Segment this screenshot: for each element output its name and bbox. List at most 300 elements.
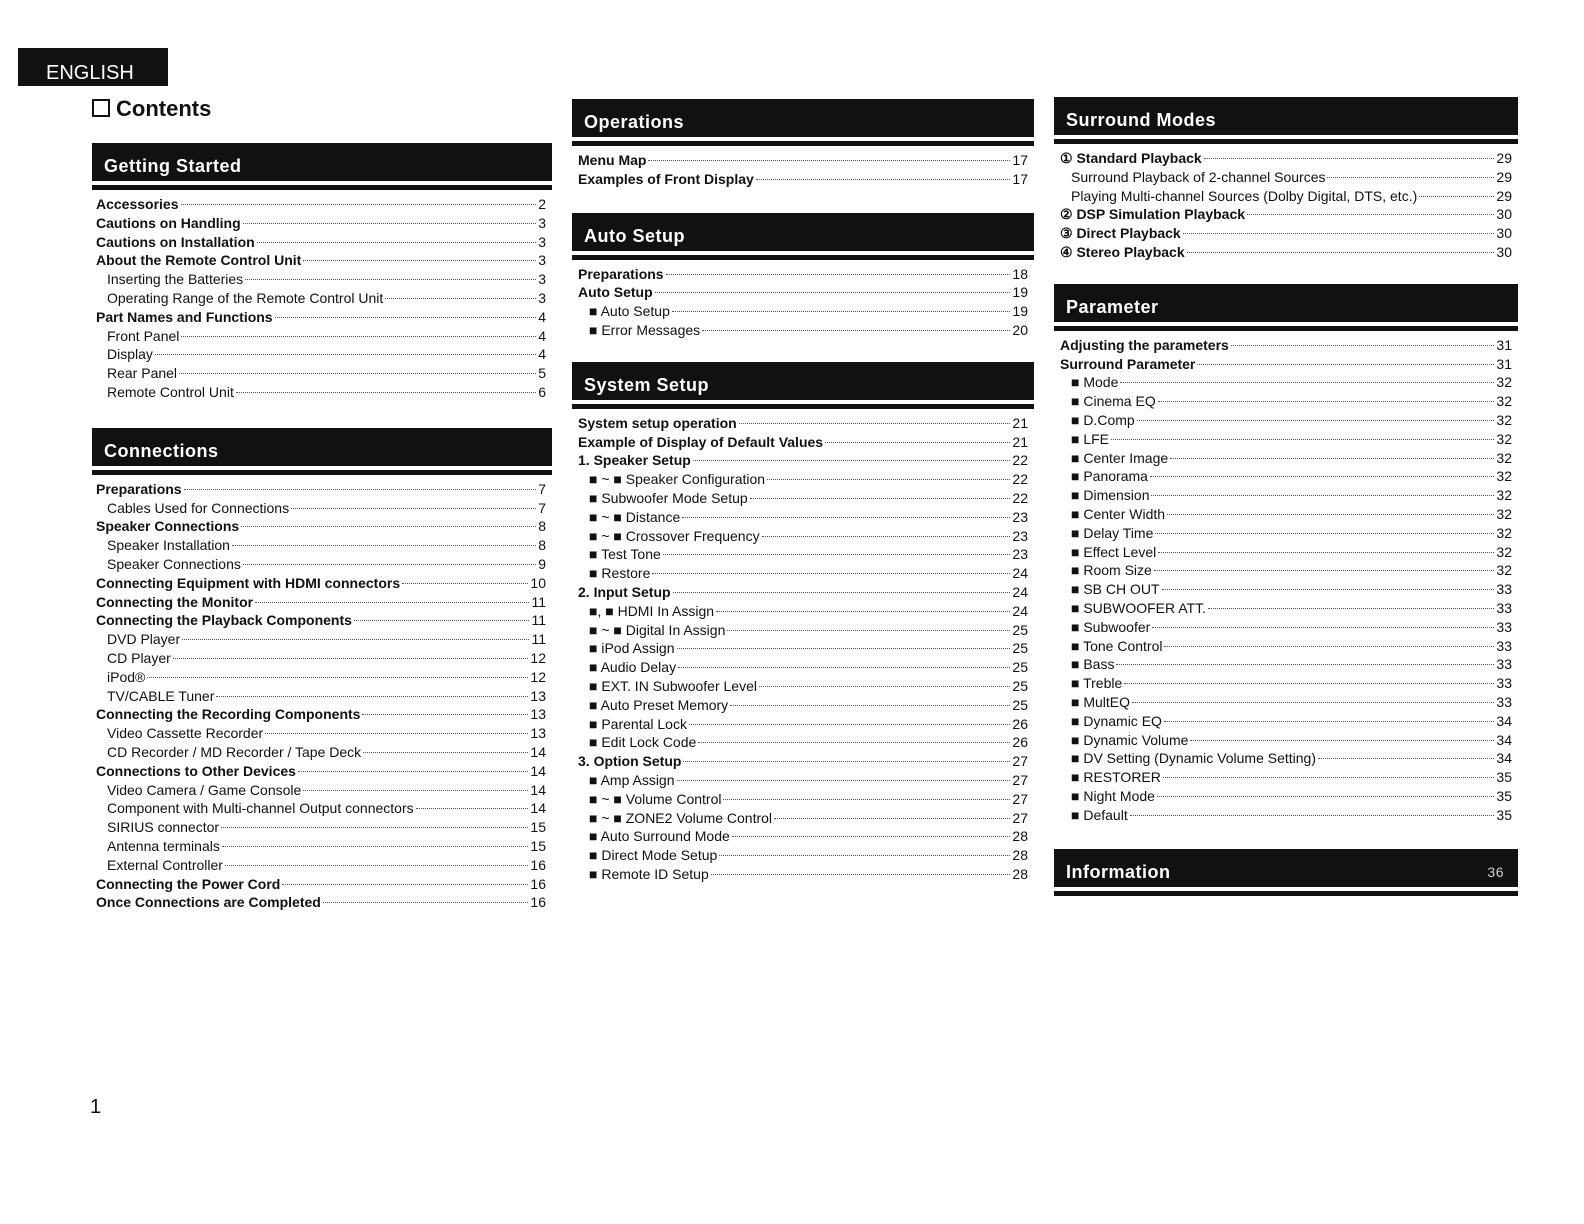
section-header [572, 99, 1034, 137]
toc-entry [578, 752, 1028, 771]
contents-title-text: Contents [116, 96, 212, 121]
toc-entry-page: 32 [1496, 543, 1512, 560]
toc-entry [1060, 373, 1512, 392]
toc-entry [578, 545, 1028, 564]
toc-entry-page: 35 [1496, 787, 1512, 804]
toc-entry-page: 31 [1496, 355, 1512, 372]
toc-entry-title: ■ Remote ID Setup [589, 865, 709, 882]
toc-entry [578, 470, 1028, 489]
dot-leader [291, 508, 536, 509]
toc-entry-page: 33 [1496, 599, 1512, 616]
section-information [1054, 849, 1518, 896]
toc-entry-page: 34 [1496, 750, 1512, 767]
toc-entry [578, 489, 1028, 508]
page-number: 1 [90, 1096, 102, 1118]
toc-entry-page: 33 [1496, 693, 1512, 710]
toc-entry [1060, 543, 1512, 562]
dot-leader [303, 790, 528, 791]
toc-entry [1060, 524, 1512, 543]
toc-entry-page: 3 [538, 289, 546, 306]
toc-entry-title: Display [107, 346, 153, 363]
entry-list [572, 151, 1034, 189]
toc-entry [1060, 392, 1512, 411]
dot-leader [303, 260, 536, 261]
toc-entry-page: 3 [538, 214, 546, 231]
toc-entry [96, 611, 546, 630]
section-rule [1054, 326, 1518, 331]
dot-leader [1190, 740, 1494, 741]
dot-leader [1151, 495, 1494, 496]
toc-entry-title: ■ Restore [589, 565, 651, 582]
toc-entry-page: 20 [1012, 321, 1028, 338]
entry-list [572, 414, 1034, 884]
toc-entry-page: 25 [1012, 696, 1028, 713]
toc-entry [578, 302, 1028, 321]
toc-entry [1060, 187, 1512, 206]
dot-leader [730, 705, 1010, 706]
dot-leader [1137, 420, 1495, 421]
toc-entry [96, 517, 546, 536]
dot-leader [825, 442, 1010, 443]
toc-entry-page: 8 [538, 537, 546, 554]
toc-entry [578, 602, 1028, 621]
toc-entry-title: Remote Control Unit [107, 383, 234, 400]
toc-entry [96, 687, 546, 706]
toc-entry [96, 799, 546, 818]
dot-leader [678, 667, 1010, 668]
toc-entry-page: 30 [1496, 206, 1512, 223]
toc-entry-title: ■ Center Width [1071, 505, 1166, 522]
toc-entry-title: Connecting Equipment with HDMI connectors [96, 574, 401, 591]
toc-entry [578, 696, 1028, 715]
toc-entry-page: 33 [1496, 581, 1512, 598]
section-system-setup [572, 362, 1034, 884]
toc-entry-title: Part Names and Functions [96, 308, 273, 325]
toc-entry-page: 12 [530, 649, 546, 666]
toc-entry-title: ■ Center Image [1071, 449, 1169, 466]
section-header [1054, 97, 1518, 135]
toc-entry [96, 383, 546, 402]
section-getting-started [92, 143, 552, 402]
toc-entry-page: 15 [530, 837, 546, 854]
toc-entry-title: Operating Range of the Remote Control Unit [107, 289, 384, 306]
toc-entry-page: 13 [530, 706, 546, 723]
dot-leader [719, 855, 1010, 856]
toc-entry-page: 33 [1496, 637, 1512, 654]
dot-leader [1150, 476, 1494, 477]
toc-entry-title: Front Panel [107, 327, 180, 344]
dot-leader [655, 292, 1011, 293]
toc-entry-title: Speaker Installation [107, 537, 230, 554]
toc-entry-title: Speaker Connections [107, 555, 241, 572]
toc-entry-title: ■ ~ ■ Distance [589, 508, 681, 525]
toc-entry [1060, 561, 1512, 580]
dot-leader [245, 279, 536, 280]
toc-entry-page: 29 [1496, 187, 1512, 204]
toc-entry-title: ■ Room Size [1071, 562, 1152, 579]
dot-leader [1116, 664, 1494, 665]
entry-list [1054, 336, 1518, 825]
dot-leader [1162, 589, 1495, 590]
dot-leader [716, 611, 1010, 612]
toc-entry-page: 14 [530, 762, 546, 779]
toc-entry-title: ■ Test Tone [589, 546, 661, 563]
section-rule [1054, 891, 1518, 896]
dot-leader [672, 311, 1011, 312]
toc-entry-page: 23 [1012, 546, 1028, 563]
dot-leader [762, 536, 1011, 537]
toc-entry [578, 564, 1028, 583]
section-auto-setup [572, 213, 1034, 340]
dot-leader [673, 592, 1011, 593]
section-title: System Setup [584, 374, 710, 395]
toc-entry-page: 32 [1496, 449, 1512, 466]
dot-leader [155, 354, 536, 355]
toc-entry-page: 19 [1012, 303, 1028, 320]
toc-entry [96, 762, 546, 781]
toc-entry-title: Playing Multi-channel Sources (Dolby Digital, DTS, etc.) [1071, 187, 1418, 204]
toc-entry [578, 414, 1028, 433]
toc-entry [1060, 467, 1512, 486]
toc-entry [578, 677, 1028, 696]
toc-entry-title: ■ Night Mode [1071, 787, 1155, 804]
toc-entry [1060, 693, 1512, 712]
toc-entry-page: 19 [1012, 284, 1028, 301]
toc-entry-page: 21 [1012, 414, 1028, 431]
dot-leader [173, 658, 529, 659]
toc-entry-page: 34 [1496, 712, 1512, 729]
dot-leader [243, 564, 536, 565]
toc-entry-title: ■ Treble [1071, 675, 1123, 692]
section-header [572, 362, 1034, 400]
toc-entry [1060, 243, 1512, 262]
section-header [1054, 284, 1518, 322]
toc-entry-title: ■ Auto Surround Mode [589, 828, 730, 845]
dot-leader [184, 489, 537, 490]
toc-entry-page: 22 [1012, 471, 1028, 488]
toc-entry-page: 4 [538, 327, 546, 344]
toc-entry-title: ■ D.Comp [1071, 411, 1135, 428]
toc-column-2 [572, 99, 1034, 884]
toc-entry-title: Surround Parameter [1060, 355, 1196, 372]
toc-entry [1060, 731, 1512, 750]
toc-entry-page: 27 [1012, 809, 1028, 826]
dot-leader [1154, 570, 1495, 571]
toc-entry [96, 630, 546, 649]
dot-leader [739, 423, 1011, 424]
toc-entry-title: Once Connections are Completed [96, 894, 321, 911]
toc-entry-page: 28 [1012, 847, 1028, 864]
toc-entry-page: 16 [530, 875, 546, 892]
toc-entry-page: 24 [1012, 565, 1028, 582]
toc-entry-page: 23 [1012, 527, 1028, 544]
dot-leader [1130, 815, 1495, 816]
section-header [572, 213, 1034, 251]
dot-leader [1158, 552, 1494, 553]
toc-entry [96, 270, 546, 289]
toc-entry [578, 733, 1028, 752]
toc-entry-page: 32 [1496, 374, 1512, 391]
toc-entry-title: External Controller [107, 856, 223, 873]
dot-leader [1164, 646, 1494, 647]
toc-entry-title: Menu Map [578, 152, 647, 168]
toc-entry-page: 24 [1012, 602, 1028, 619]
dot-leader [1419, 196, 1494, 197]
toc-entry-title: Connections to Other Devices [96, 762, 296, 779]
dot-leader [265, 733, 528, 734]
toc-entry [1060, 749, 1512, 768]
toc-entry-title: System setup operation [578, 414, 737, 431]
toc-entry-title: ■ ~ ■ Crossover Frequency [589, 527, 760, 544]
toc-entry-title: SIRIUS connector [107, 819, 220, 836]
toc-entry-title: ■ ~ ■ ZONE2 Volume Control [589, 809, 773, 826]
toc-entry [578, 433, 1028, 452]
dot-leader [1163, 777, 1495, 778]
toc-entry-title: Surround Playback of 2-channel Sources [1071, 168, 1326, 185]
toc-entry-title: ■, ■ HDMI In Assign [589, 602, 715, 619]
toc-entry-title: Connecting the Playback Components [96, 612, 352, 629]
section-title: Operations [584, 112, 685, 132]
toc-entry-page: 32 [1496, 524, 1512, 541]
section-header [92, 428, 552, 466]
dot-leader [1204, 158, 1495, 159]
section-page-number: 36 [1487, 863, 1504, 880]
toc-entry-page: 26 [1012, 734, 1028, 751]
toc-entry-page: 9 [538, 555, 546, 572]
section-operations [572, 99, 1034, 189]
dot-leader [1327, 177, 1494, 178]
toc-entry-page: 6 [538, 383, 546, 400]
dot-leader [241, 526, 536, 527]
dot-leader [693, 460, 1011, 461]
toc-entry-page: 14 [530, 743, 546, 760]
dot-leader [666, 274, 1011, 275]
section-title: Auto Setup [584, 225, 685, 246]
dot-leader [232, 545, 536, 546]
toc-entry-page: 11 [531, 593, 546, 610]
section-rule [92, 470, 552, 475]
toc-entry-page: 17 [1012, 152, 1028, 168]
dot-leader [677, 780, 1011, 781]
dot-leader [1164, 721, 1495, 722]
toc-entry [96, 781, 546, 800]
toc-entry-page: 4 [538, 308, 546, 325]
toc-entry-title: iPod® [107, 668, 146, 685]
dot-leader [402, 583, 528, 584]
toc-entry-title: ■ Delay Time [1071, 524, 1154, 541]
toc-entry [578, 451, 1028, 470]
toc-entry [578, 658, 1028, 677]
toc-entry-title: ■ Direct Mode Setup [589, 847, 718, 864]
section-rule [572, 404, 1034, 409]
toc-entry [1060, 768, 1512, 787]
dot-leader [727, 630, 1010, 631]
toc-entry-title: Antenna terminals [107, 837, 220, 854]
dot-leader [750, 498, 1011, 499]
toc-entry [578, 809, 1028, 828]
section-title: Parameter [1066, 296, 1159, 317]
toc-entry-page: 32 [1496, 468, 1512, 485]
dot-leader [181, 336, 536, 337]
dot-leader [385, 298, 536, 299]
toc-entry-title: ■ RESTORER [1071, 769, 1161, 786]
toc-entry [1060, 486, 1512, 505]
toc-entry-title: ■ SB CH OUT [1071, 581, 1160, 598]
dot-leader [354, 620, 530, 621]
toc-entry-title: ■ Parental Lock [589, 715, 687, 732]
toc-entry [96, 856, 546, 875]
toc-entry-page: 23 [1012, 508, 1028, 525]
toc-entry-page: 12 [530, 668, 546, 685]
toc-entry-title: ■ DV Setting (Dynamic Volume Setting) [1071, 750, 1316, 767]
toc-entry-title: Connecting the Recording Components [96, 706, 361, 723]
dot-leader [1187, 252, 1495, 253]
dot-leader [298, 771, 528, 772]
toc-entry-title: ② DSP Simulation Playback [1060, 206, 1246, 223]
entry-list [92, 480, 552, 912]
toc-entry-page: 29 [1496, 168, 1512, 185]
dot-leader [767, 479, 1010, 480]
toc-entry-page: 10 [530, 574, 546, 591]
toc-entry-title: Preparations [578, 265, 664, 282]
dot-leader [275, 317, 537, 318]
toc-entry-title: ③ Direct Playback [1060, 225, 1181, 242]
dot-leader [1157, 796, 1494, 797]
dot-leader [1231, 345, 1495, 346]
toc-entry-page: 16 [530, 894, 546, 911]
dot-leader [362, 714, 528, 715]
dot-leader [181, 204, 537, 205]
toc-entry [96, 837, 546, 856]
toc-entry-title: ■ MultEQ [1071, 693, 1131, 710]
toc-entry-page: 35 [1496, 769, 1512, 786]
toc-entry [578, 827, 1028, 846]
dot-leader [682, 517, 1010, 518]
section-rule [1054, 139, 1518, 144]
toc-entry [1060, 224, 1512, 243]
toc-entry-title: DVD Player [107, 631, 181, 648]
toc-entry-title: ■ Audio Delay [589, 659, 677, 676]
toc-entry-title: About the Remote Control Unit [96, 252, 302, 269]
dot-leader [1247, 214, 1494, 215]
toc-entry-title: ■ Dynamic Volume [1071, 731, 1189, 748]
toc-entry [578, 527, 1028, 546]
toc-entry-title: 3. Option Setup [578, 753, 682, 770]
toc-entry [578, 170, 1028, 189]
toc-entry [96, 233, 546, 252]
toc-entry [1060, 205, 1512, 224]
toc-column-3 [1054, 97, 1518, 901]
dot-leader [236, 392, 536, 393]
toc-entry [1060, 712, 1512, 731]
dot-leader [257, 242, 537, 243]
checkbox-square-icon [92, 99, 110, 117]
toc-entry-title: Connecting the Power Cord [96, 875, 281, 892]
dot-leader [1167, 514, 1494, 515]
section-title: Connections [104, 440, 219, 461]
dot-leader [648, 160, 1010, 161]
dot-leader [1124, 683, 1494, 684]
dot-leader [1155, 533, 1494, 534]
toc-entry-title: ■ Auto Setup [589, 303, 670, 320]
toc-entry-page: 32 [1496, 393, 1512, 410]
toc-entry [96, 499, 546, 518]
toc-entry [96, 743, 546, 762]
toc-entry [96, 724, 546, 743]
toc-entry-page: 3 [538, 252, 546, 269]
toc-entry [96, 536, 546, 555]
dot-leader [323, 902, 529, 903]
toc-entry-page: 15 [530, 819, 546, 836]
section-rule [92, 185, 552, 190]
toc-entry-title: ■ Edit Lock Code [589, 734, 697, 751]
toc-entry-page: 34 [1496, 731, 1512, 748]
toc-entry-title: ■ Effect Level [1071, 543, 1157, 560]
toc-entry-title: ■ Default [1071, 806, 1128, 823]
toc-entry [96, 649, 546, 668]
toc-entry-page: 11 [531, 612, 546, 629]
toc-entry-page: 31 [1496, 336, 1512, 353]
toc-entry [578, 621, 1028, 640]
toc-entry [96, 327, 546, 346]
toc-entry [1060, 505, 1512, 524]
toc-entry [578, 771, 1028, 790]
toc-entry [96, 705, 546, 724]
entry-list [1054, 149, 1518, 262]
toc-entry-title: TV/CABLE Tuner [107, 687, 215, 704]
dot-leader [1183, 233, 1495, 234]
toc-entry [1060, 599, 1512, 618]
toc-entry [578, 715, 1028, 734]
dot-leader [698, 742, 1010, 743]
toc-entry [96, 893, 546, 912]
toc-entry-page: 18 [1012, 265, 1028, 282]
toc-entry-title: ■ Bass [1071, 656, 1115, 673]
toc-entry-page: 22 [1012, 452, 1028, 469]
section-header [1054, 849, 1518, 887]
toc-entry-page: 3 [538, 271, 546, 288]
toc-entry-title: Preparations [96, 480, 182, 497]
toc-entry [1060, 336, 1512, 355]
toc-entry-title: ■ ~ ■ Volume Control [589, 790, 722, 807]
section-title: Getting Started [104, 156, 242, 176]
toc-entry-page: 25 [1012, 621, 1028, 638]
dot-leader [255, 602, 529, 603]
toc-entry [96, 593, 546, 612]
dot-leader [1152, 627, 1494, 628]
dot-leader [221, 827, 528, 828]
toc-column-1 [92, 143, 552, 912]
toc-entry [1060, 430, 1512, 449]
toc-entry [1060, 355, 1512, 374]
toc-entry [1060, 618, 1512, 637]
toc-entry-page: 7 [538, 499, 546, 516]
toc-entry-title: 2. Input Setup [578, 583, 671, 600]
toc-entry-page: 32 [1496, 505, 1512, 522]
section-rule [572, 141, 1034, 146]
dot-leader [147, 677, 528, 678]
toc-entry-title: Rear Panel [107, 365, 178, 382]
toc-entry [1060, 637, 1512, 656]
toc-entry-page: 13 [530, 687, 546, 704]
dot-leader [225, 865, 528, 866]
toc-entry [96, 364, 546, 383]
toc-entry-title: Cables Used for Connections [107, 499, 290, 516]
toc-entry [96, 195, 546, 214]
toc-entry-title: 1. Speaker Setup [578, 452, 691, 469]
toc-entry-title: ■ ~ ■ Speaker Configuration [589, 471, 766, 488]
toc-entry-title: Cautions on Installation [96, 233, 255, 250]
